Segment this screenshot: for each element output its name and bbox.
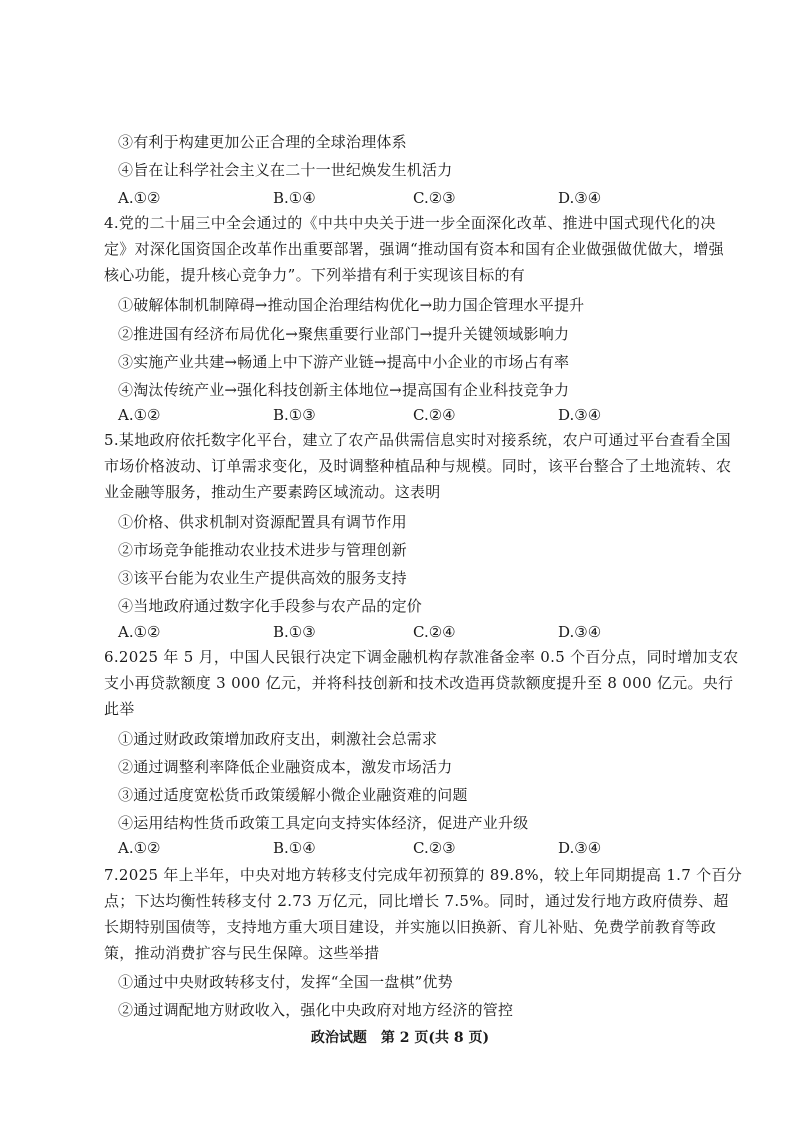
q6-item-2: ②通过调整利率降低企业融资成本，激发市场活力: [118, 758, 453, 776]
q3-options: [118, 188, 698, 208]
q4-stem: [104, 210, 724, 288]
q4-options: [118, 405, 698, 425]
q4-item-3: ③实施产业共建→畅通上中下游产业链→提高中小企业的市场占有率: [118, 353, 570, 371]
q4-item-1: ①破解体制机制障碍→推动国企治理结构优化→助力国企管理水平提升: [118, 296, 585, 314]
q7-item-1: ①通过中央财政转移支付，发挥“全国一盘棋”优势: [118, 973, 453, 991]
q4-option-a: A.①②: [118, 406, 161, 424]
q3-option-a: A.①②: [118, 189, 161, 207]
q3-item-3: ③有利于构建更加公正合理的全球治理体系: [118, 133, 407, 151]
q6-option-c: C.②③: [413, 839, 456, 857]
q5-stem-line: 5.某地政府依托数字化平台，建立了农产品供需信息实时对接系统，农户可通过平台查看全国: [104, 431, 731, 449]
q6-stem-line: 此举: [104, 700, 135, 718]
q6-item-4: ④运用结构性货币政策工具定向支持实体经济，促进产业升级: [118, 814, 529, 832]
q5-stem-line: 市场价格波动、订单需求变化，及时调整种植品种与规模。同时，该平台整合了土地流转、农: [104, 457, 732, 475]
q5-stem-line: 业金融等服务，推动生产要素跨区域流动。这表明: [104, 483, 441, 501]
q5-item-4: ④当地政府通过数字化手段参与农产品的定价: [118, 597, 423, 615]
q6-item-3: ③通过适度宽松货币政策缓解小微企业融资难的问题: [118, 786, 468, 804]
q5-option-b: B.①③: [273, 623, 316, 641]
q4-option-b: B.①③: [273, 406, 316, 424]
q4-item-2: ②推进国有经济布局优化→聚焦重要行业部门→提升关键领域影响力: [118, 325, 570, 343]
q7-stem-line: 点；下达均衡性转移支付 2.73 万亿元，同比增长 7.5%。同时，通过发行地方政府债券、超: [104, 892, 729, 910]
q6-option-a: A.①②: [118, 839, 161, 857]
q6-stem: [104, 644, 739, 722]
q7-stem-line: 策，推动消费扩容与民生保障。这些举措: [104, 944, 380, 962]
q4-stem-line: 4.党的二十届三中全会通过的《中共中央关于进一步全面深化改革、推进中国式现代化的决: [104, 214, 716, 232]
q6-item-1: ①通过财政政策增加政府支出，刺激社会总需求: [118, 730, 438, 748]
q3-option-b: B.①④: [273, 189, 316, 207]
q7-stem-line: 长期特别国债等，支持地方重大项目建设，并实施以旧换新、育儿补贴、免费学前教育等政: [104, 918, 717, 936]
q7-item-2: ②通过调配地方财政收入，强化中央政府对地方经济的管控: [118, 1001, 514, 1019]
q6-option-b: B.①④: [273, 839, 316, 857]
q5-option-c: C.②④: [413, 623, 456, 641]
q5-stem: [104, 427, 732, 505]
q6-stem-line: 支小再贷款额度 3 000 亿元，并将科技创新和技术改造再贷款额度提升至 8 000 亿元。央行: [104, 674, 734, 692]
q7-stem: [104, 862, 743, 966]
q3-option-d: D.③④: [558, 189, 602, 207]
q5-options: [118, 622, 698, 642]
q5-option-d: D.③④: [558, 623, 602, 641]
q4-stem-line: 定》对深化国资国企改革作出重要部署，强调“推动国有资本和国有企业做强做优做大，增强: [104, 240, 724, 258]
page-footer: 政治试题 第 2 页(共 8 页): [310, 1030, 490, 1046]
q6-options: [118, 838, 698, 858]
q6-option-d: D.③④: [558, 839, 602, 857]
q4-item-4: ④淘汰传统产业→强化科技创新主体地位→提高国有企业科技竞争力: [118, 381, 570, 399]
q6-stem-line: 6.2025 年 5 月，中国人民银行决定下调金融机构存款准备金率 0.5 个百分点，同时增加支农: [104, 648, 739, 666]
q4-stem-line: 核心功能，提升核心竞争力”。下列举措有利于实现该目标的有: [104, 266, 526, 284]
q3-item-4: ④旨在让科学社会主义在二十一世纪焕发生机活力: [118, 161, 453, 179]
q4-option-c: C.②④: [413, 406, 456, 424]
q5-item-1: ①价格、供求机制对资源配置具有调节作用: [118, 513, 407, 531]
q3-option-c: C.②③: [413, 189, 456, 207]
q5-item-3: ③该平台能为农业生产提供高效的服务支持: [118, 569, 407, 587]
q4-option-d: D.③④: [558, 406, 602, 424]
q7-stem-line: 7.2025 年上半年，中央对地方转移支付完成年初预算的 89.8%，较上年同期提高 1.7 个百分: [104, 866, 743, 884]
q5-item-2: ②市场竞争能推动农业技术进步与管理创新: [118, 541, 407, 559]
q5-option-a: A.①②: [118, 623, 161, 641]
